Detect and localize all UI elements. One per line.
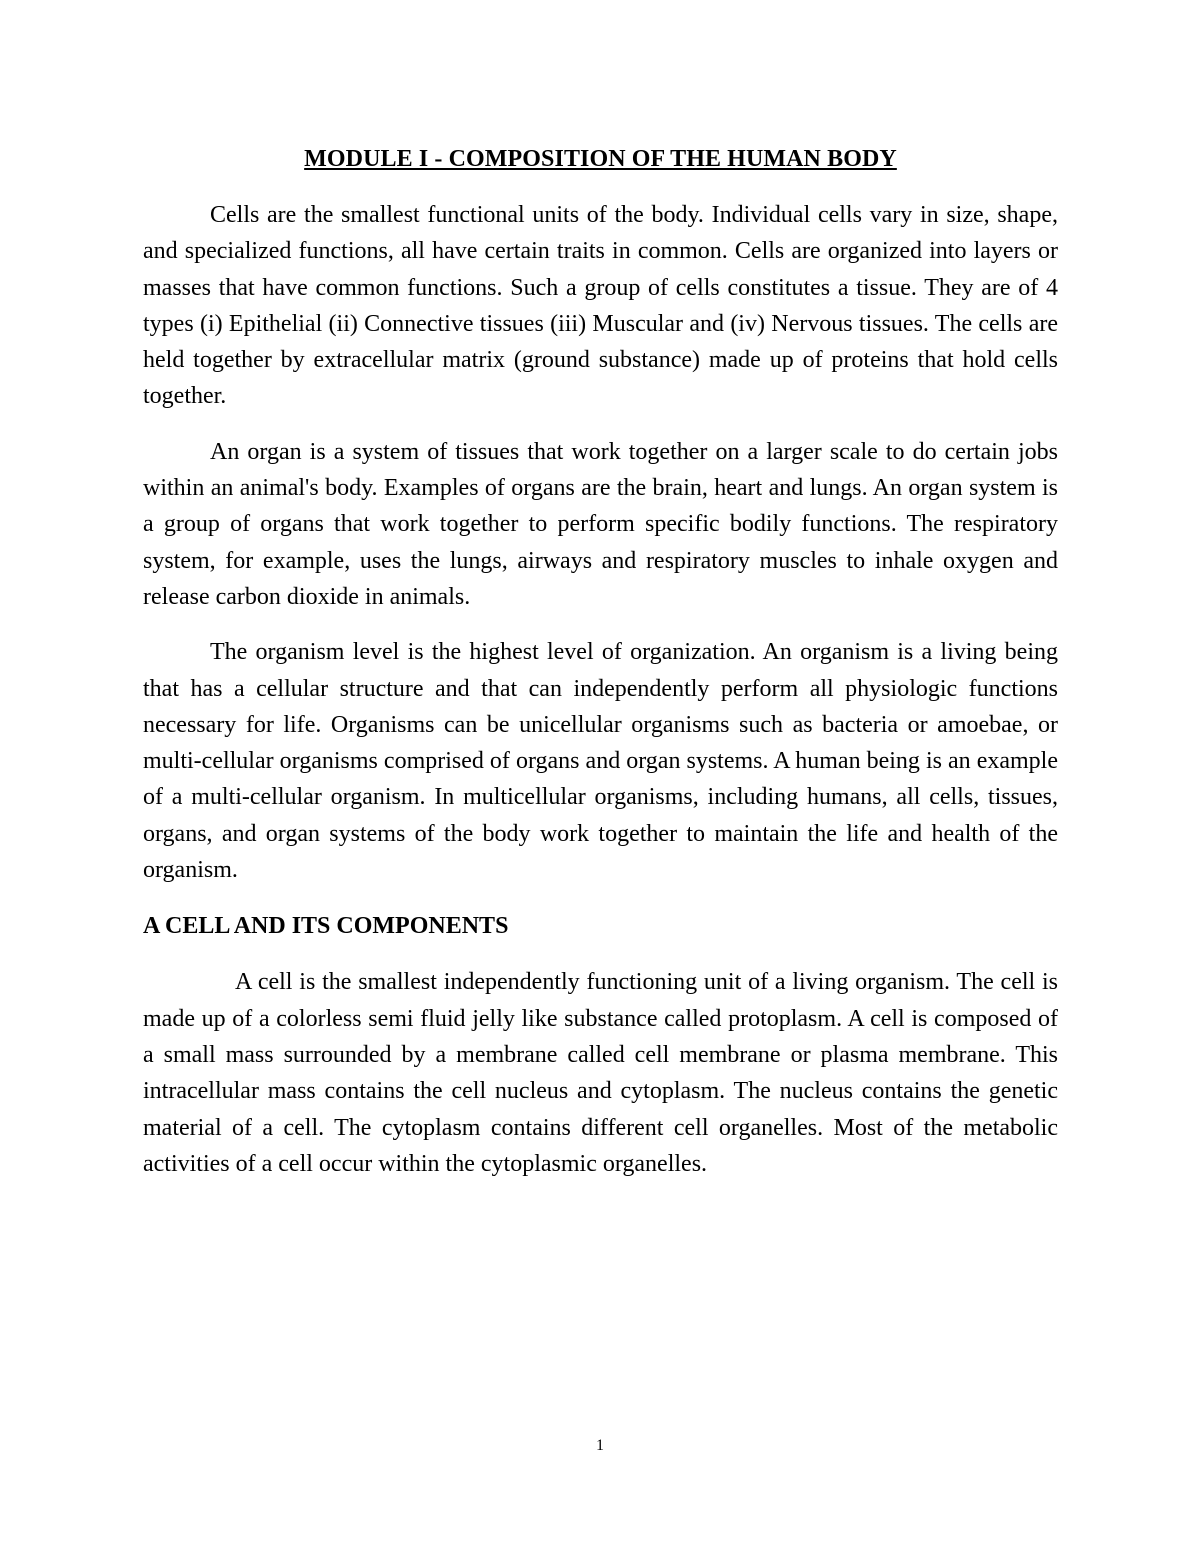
paragraph-organs: An organ is a system of tissues that work together on a larger scale to do certain jobs within an animal's body. Examples of organs are the brain, heart and lungs. An organ system is a group of organs that work together to perform specific bodily functions. The respiratory system, for example, uses the lungs, airways and respiratory muscles to inhale oxygen and release carbon dioxide in animals. — [143, 438, 1058, 610]
module-title: MODULE I - COMPOSITION OF THE HUMAN BODY — [304, 146, 897, 172]
section-heading: A CELL AND ITS COMPONENTS — [143, 913, 509, 940]
paragraph-organism: The organism level is the highest level of organization. An organism is a living being that has a cellular structure and that can independently perform all physiologic functions necessary for life. Organisms can be unicellular organisms such as bacteria or amoebae, or multi-cellular organisms comprised of organs and organ systems. A human being is an example of a multi-cellular organism. In multicellular organisms, including humans, all cells, tissues, organs, and organ systems of the body work together to maintain the life and health of the organism. — [143, 639, 1058, 884]
page-number: 1 — [596, 1437, 604, 1454]
paragraph-cells: Cells are the smallest functional units of the body. Individual cells vary in size, shape, and specialized functions, all have certain traits in common. Cells are organized into layers or masses that have common functions. Such a group of cells constitutes a tissue. They are of 4 types (i) Epithelial (ii) Connective tissues (iii) Muscular and (iv) Nervous tissues. The cells are held together by extracellular matrix (ground substance) made up of proteins that hold cells together. — [143, 202, 1058, 410]
paragraph-cell-components: A cell is the smallest independently functioning unit of a living organism. The cell is made up of a colorless semi fluid jelly like substance called protoplasm. A cell is composed of a small mass surrounded by a membrane called cell membrane or plasma membrane. This intracellular mass contains the cell nucleus and cytoplasm. The nucleus contains the genetic material of a cell. The cytoplasm contains different cell organelles. Most of the metabolic activities of a cell occur within the cytoplasmic organelles. — [143, 969, 1058, 1177]
page-content — [143, 139, 1058, 1182]
